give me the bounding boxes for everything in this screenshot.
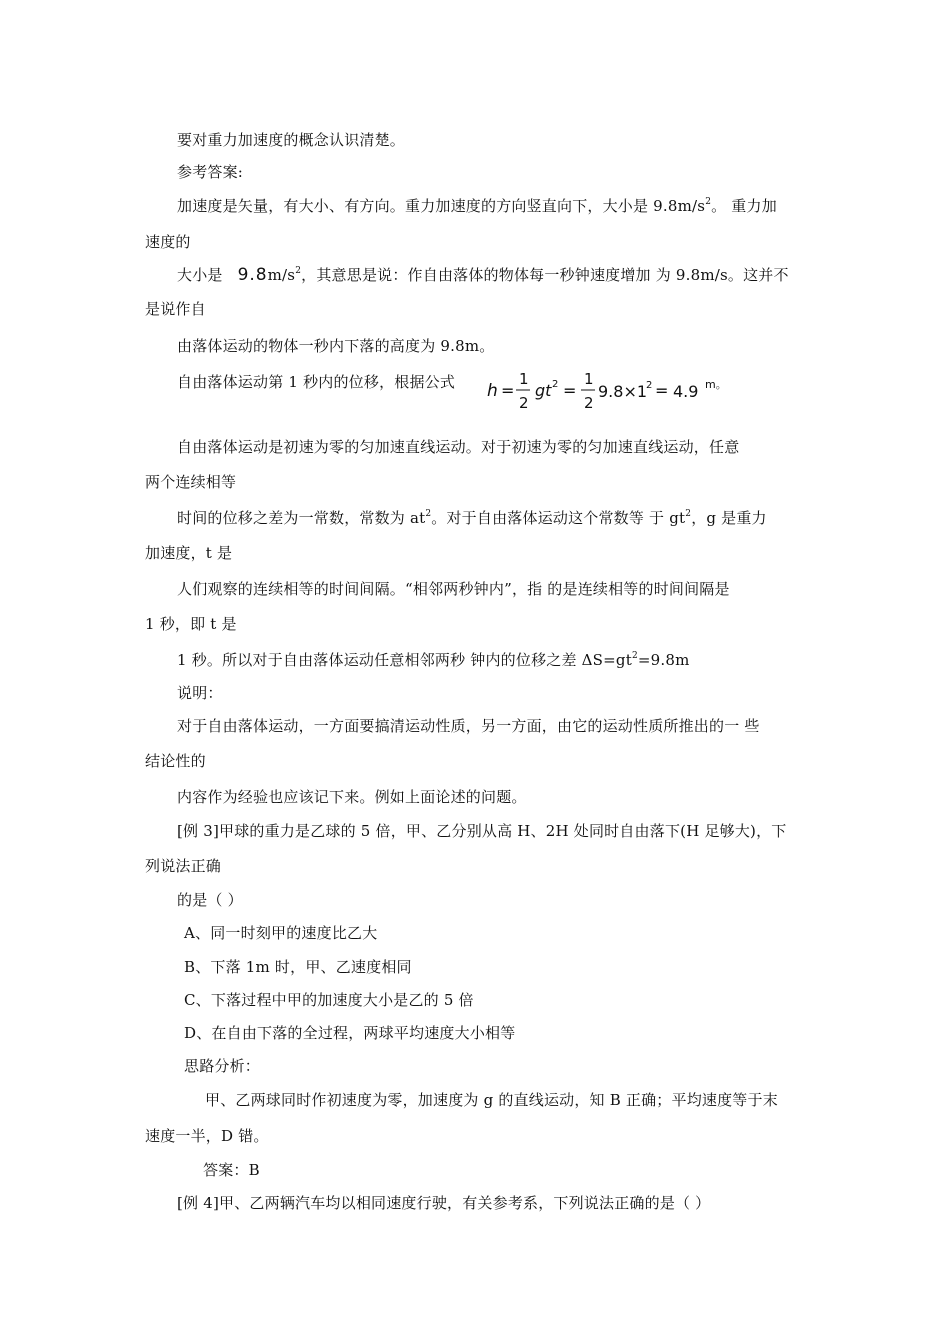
formula-equals: =: [501, 381, 515, 400]
example-3-question: [例 3]甲球的重力是乙球的 5 倍，甲、乙分别从高 H、2H 处同时自由落下(H 足够大)，下: [177, 822, 787, 840]
text-line: 由落体运动的物体一秒内下落的高度为 9.8m。: [177, 337, 495, 355]
text-line: 时间的位移之差为一常数，常数为 $at^2$。对于自由落体运动这个常数等 于 $gt^2$，g 是重力: [177, 509, 767, 527]
text-line: 是说作自: [145, 300, 206, 318]
option-c: C、下落过程中甲的加速度大小是乙的 5 倍: [184, 991, 474, 1009]
formula-gt: gt: [535, 381, 552, 400]
formula-frac-num: 1: [519, 370, 529, 388]
option-b: B、下落 1m 时，甲、乙速度相同: [184, 958, 412, 976]
formula-frac-num-2: 1: [584, 370, 594, 388]
formula-exp: 2: [552, 379, 559, 390]
text-line: 加速度，t 是: [145, 544, 233, 562]
text-line: 对于自由落体运动，一方面要搞清运动性质，另一方面，由它的运动性质所推出的一 些: [177, 717, 760, 735]
formula-frac-den-2: 2: [584, 394, 594, 412]
text-line: 速度的: [145, 233, 191, 251]
option-d: D、在自由下落的全过程，两球平均速度大小相等: [184, 1024, 516, 1042]
formula-mid: 9.8×1: [598, 382, 648, 401]
text-line: 1 秒，即 t 是: [145, 615, 237, 633]
formula-frac-den: 2: [519, 394, 529, 412]
analysis-text: 速度一半，D 错。: [145, 1127, 269, 1145]
formula-exp-2: 2: [646, 380, 653, 391]
example-4-question: [例 4]甲、乙两辆汽车均以相同速度行驶，有关参考系，下列说法正确的是（ ）: [177, 1194, 711, 1212]
analysis-text: 甲、乙两球同时作初速度为零，加速度为 g 的直线运动，知 B 正确；平均速度等于末: [205, 1091, 778, 1109]
text-line: 列说法正确: [145, 857, 222, 875]
formula-result: 4.9: [673, 382, 699, 401]
displacement-formula: [484, 368, 734, 418]
analysis-heading: 思路分析：: [184, 1057, 261, 1075]
formula-equals-2: =: [563, 381, 577, 400]
text-line: 加速度是矢量，有大小、有方向。重力加速度的方向竖直向下，大小是 $9.8m/s^2$。 重力加: [177, 197, 777, 215]
value-9-8: 9.8: [237, 265, 268, 285]
text-line: 内容作为经验也应该记下来。例如上面论述的问题。: [177, 788, 527, 806]
formula-h: h: [487, 381, 498, 401]
text-line: 结论性的: [145, 752, 206, 770]
text-line: 自由落体运动是初速为零的匀加速直线运动。对于初速为零的匀加速直线运动，任意: [177, 438, 740, 456]
text-line: 1 秒。所以对于自由落体运动任意相邻两秒 钟内的位移之差 $\Delta S=gt^2=9.8m$: [177, 651, 690, 669]
formula-equals-3: =: [655, 381, 669, 400]
text-line: 人们观察的连续相等的时间间隔。“相邻两秒钟内”，指 的是连续相等的时间间隔是: [177, 580, 730, 598]
option-a: A、同一时刻甲的速度比乙大: [184, 924, 378, 942]
formula-unit: m。: [705, 378, 727, 391]
text-line: 两个连续相等: [145, 473, 237, 491]
note-heading: 说明：: [177, 684, 223, 702]
answer-text: 答案：B: [203, 1161, 260, 1179]
reference-answer-heading: 参考答案:: [177, 163, 244, 181]
text-line: 自由落体运动第 1 秒内的位移，根据公式: [177, 373, 456, 391]
text-line: 大小是 $9.8m/s^2$，其意思是说：作自由落体的物体每一秒钟速度增加 为 9.8m/s。这并不: [177, 265, 789, 285]
text-line: 要对重力加速度的概念认识清楚。: [177, 131, 406, 149]
text-line: 的是（ ）: [177, 891, 243, 909]
